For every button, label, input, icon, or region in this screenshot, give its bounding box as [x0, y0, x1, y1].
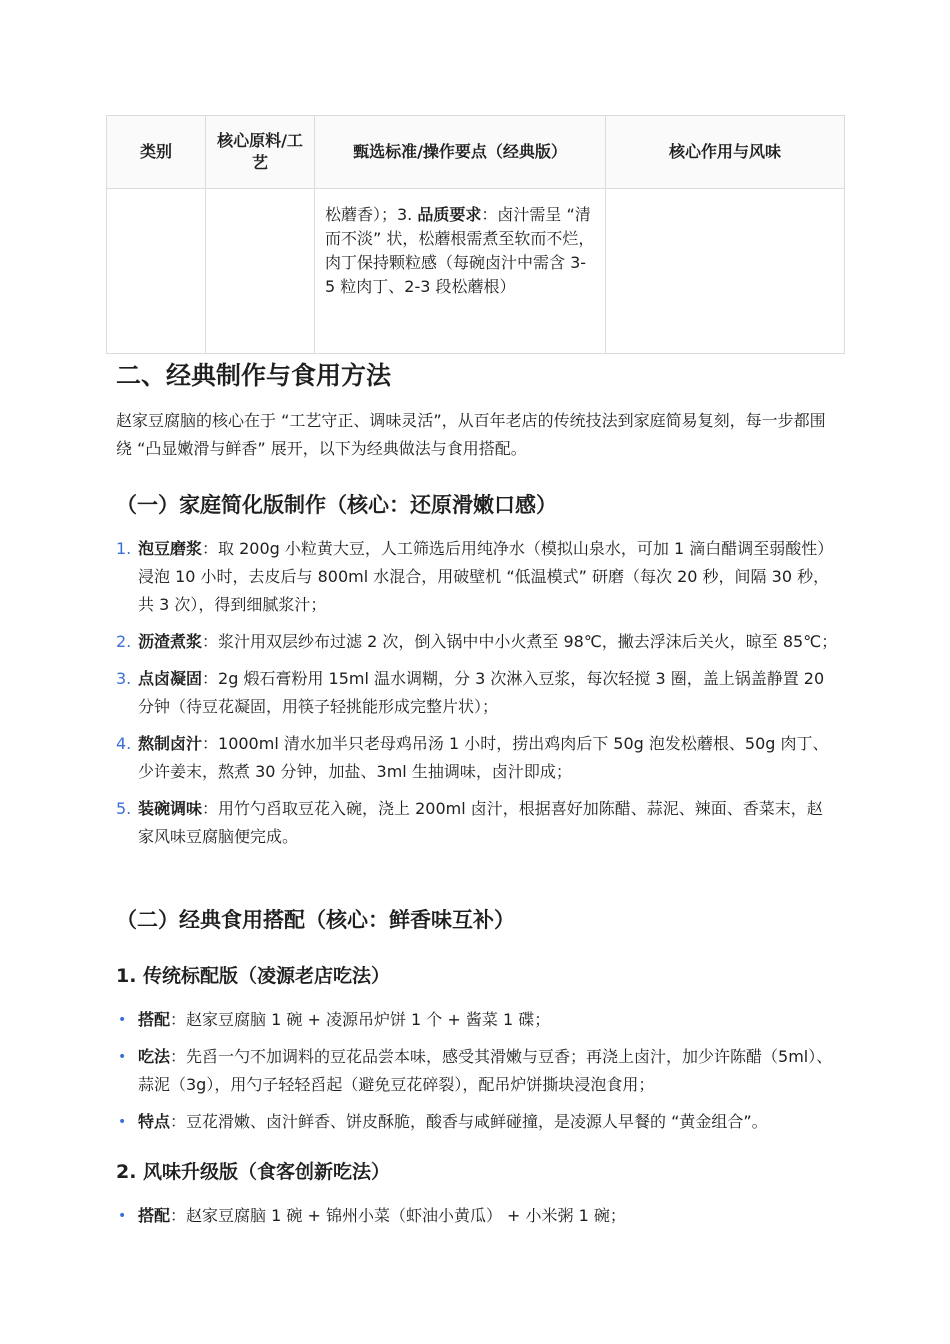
- bullet-icon: •: [118, 1012, 127, 1028]
- step-label: 熬制卤汁: [138, 734, 203, 753]
- item-text: ：赵家豆腐脑 1 碗 + 锦州小菜（虾油小黄瓜） + 小米粥 1 碗；: [170, 1206, 626, 1225]
- list-item: [116, 730, 838, 786]
- table-cell-standard: [315, 189, 606, 354]
- item-label: 特点: [138, 1112, 171, 1131]
- table-cell-ingredient: [206, 189, 315, 354]
- list-number: 3.: [116, 669, 132, 688]
- table-cell-effect: [606, 189, 845, 354]
- list-number: 1.: [116, 539, 132, 558]
- subsection-title-home: （一）家庭简化版制作（核心：还原滑嫩口感）: [116, 493, 557, 517]
- item-text: ：先舀一勺不加调料的豆花品尝本味，感受其滑嫩与豆香；再浇上卤汁，加少许陈醋（5ml）、蒜泥（3g），用勺子轻轻舀起（避免豆花碎裂），配吊炉饼撕块浸泡食用；: [138, 1047, 833, 1094]
- step-text: ：用竹勺舀取豆花入碗，浇上 200ml 卤汁，根据喜好加陈醋、蒜泥、辣面、香菜末，赵家风味豆腐脑便完成。: [138, 799, 823, 846]
- steps-list: [116, 535, 838, 860]
- list-item: [116, 795, 838, 851]
- bullet-icon: •: [118, 1049, 127, 1065]
- cell-text-prefix: 松蘑香）；3.: [325, 205, 418, 224]
- list-item: [116, 1043, 840, 1099]
- cell-text-bold: 品质要求: [417, 205, 482, 224]
- table-header-standard: 甄选标准/操作要点（经典版）: [315, 116, 606, 189]
- table-header-ingredient: 核心原料/工艺: [206, 116, 315, 189]
- item-label: 搭配: [138, 1010, 171, 1029]
- bullet-icon: •: [118, 1114, 127, 1130]
- list-number: 2.: [116, 632, 132, 651]
- step-label: 泡豆磨浆: [138, 539, 203, 558]
- table-header-row: [107, 116, 845, 189]
- step-text: ：2g 煅石膏粉用 15ml 温水调糊，分 3 次淋入豆浆，每次轻搅 3 圈，盖上锅盖静置 20 分钟（待豆花凝固，用筷子轻挑能形成完整片状）；: [138, 669, 825, 716]
- list-item: [116, 665, 838, 721]
- list-item: [116, 628, 838, 656]
- list-number: 5.: [116, 799, 132, 818]
- table-header-category: 类别: [107, 116, 206, 189]
- item-label: 搭配: [138, 1206, 171, 1225]
- ingredients-table: [106, 115, 845, 354]
- pairing-title-upgraded: 2. 风味升级版（食客创新吃法）: [116, 1161, 391, 1183]
- item-text: ：豆花滑嫩、卤汁鲜香、饼皮酥脆，酸香与咸鲜碰撞，是凌源人早餐的 “黄金组合”。: [170, 1112, 768, 1131]
- list-item: [116, 1006, 840, 1034]
- cell-text-rest: ：卤汁需呈 “清而不淡” 状，松蘑根需煮至软而不烂，肉丁保持颗粒感（每碗卤汁中需含 3-5 粒肉丁、2-3 段松蘑根）: [325, 205, 595, 296]
- item-label: 吃法: [138, 1047, 171, 1066]
- section-title: 二、经典制作与食用方法: [116, 361, 392, 390]
- list-number: 4.: [116, 734, 132, 753]
- table-cell-category: [107, 189, 206, 354]
- step-label: 沥渣煮浆: [138, 632, 203, 651]
- step-text: ：1000ml 清水加半只老母鸡吊汤 1 小时，捞出鸡肉后下 50g 泡发松蘑根、50g 肉丁、少许姜末，熬煮 30 分钟，加盐、3ml 生抽调味，卤汁即成；: [138, 734, 829, 781]
- step-label: 点卤凝固: [138, 669, 203, 688]
- item-text: ：赵家豆腐脑 1 碗 + 凌源吊炉饼 1 个 + 酱菜 1 碟；: [170, 1010, 551, 1029]
- list-item: [116, 1108, 840, 1136]
- step-text: ：取 200g 小粒黄大豆，人工筛选后用纯净水（模拟山泉水，可加 1 滴白醋调至弱酸性）浸泡 10 小时，去皮后与 800ml 水混合，用破壁机 “低温模式” 研磨（每次 20 秒，间隔 30 秒，共 3 次），得到细腻浆汁；: [138, 539, 834, 614]
- step-text: ：浆汁用双层纱布过滤 2 次，倒入锅中中小火煮至 98℃，撇去浮沫后关火，晾至 85℃；: [202, 632, 838, 651]
- list-item: [116, 535, 838, 619]
- traditional-list: [116, 1006, 840, 1145]
- step-label: 装碗调味: [138, 799, 203, 818]
- subsection-title-pairing: （二）经典食用搭配（核心：鲜香味互补）: [116, 908, 515, 932]
- pairing-title-traditional: 1. 传统标配版（凌源老店吃法）: [116, 965, 391, 987]
- section-intro: 赵家豆腐脑的核心在于 “工艺守正、调味灵活”，从百年老店的传统技法到家庭简易复刻，每一步都围绕 “凸显嫩滑与鲜香” 展开，以下为经典做法与食用搭配。: [116, 411, 826, 458]
- table-row: [107, 189, 845, 354]
- list-item: [116, 1202, 840, 1230]
- upgraded-list: [116, 1202, 840, 1239]
- table-header-effect: 核心作用与风味: [606, 116, 845, 189]
- bullet-icon: •: [118, 1208, 127, 1224]
